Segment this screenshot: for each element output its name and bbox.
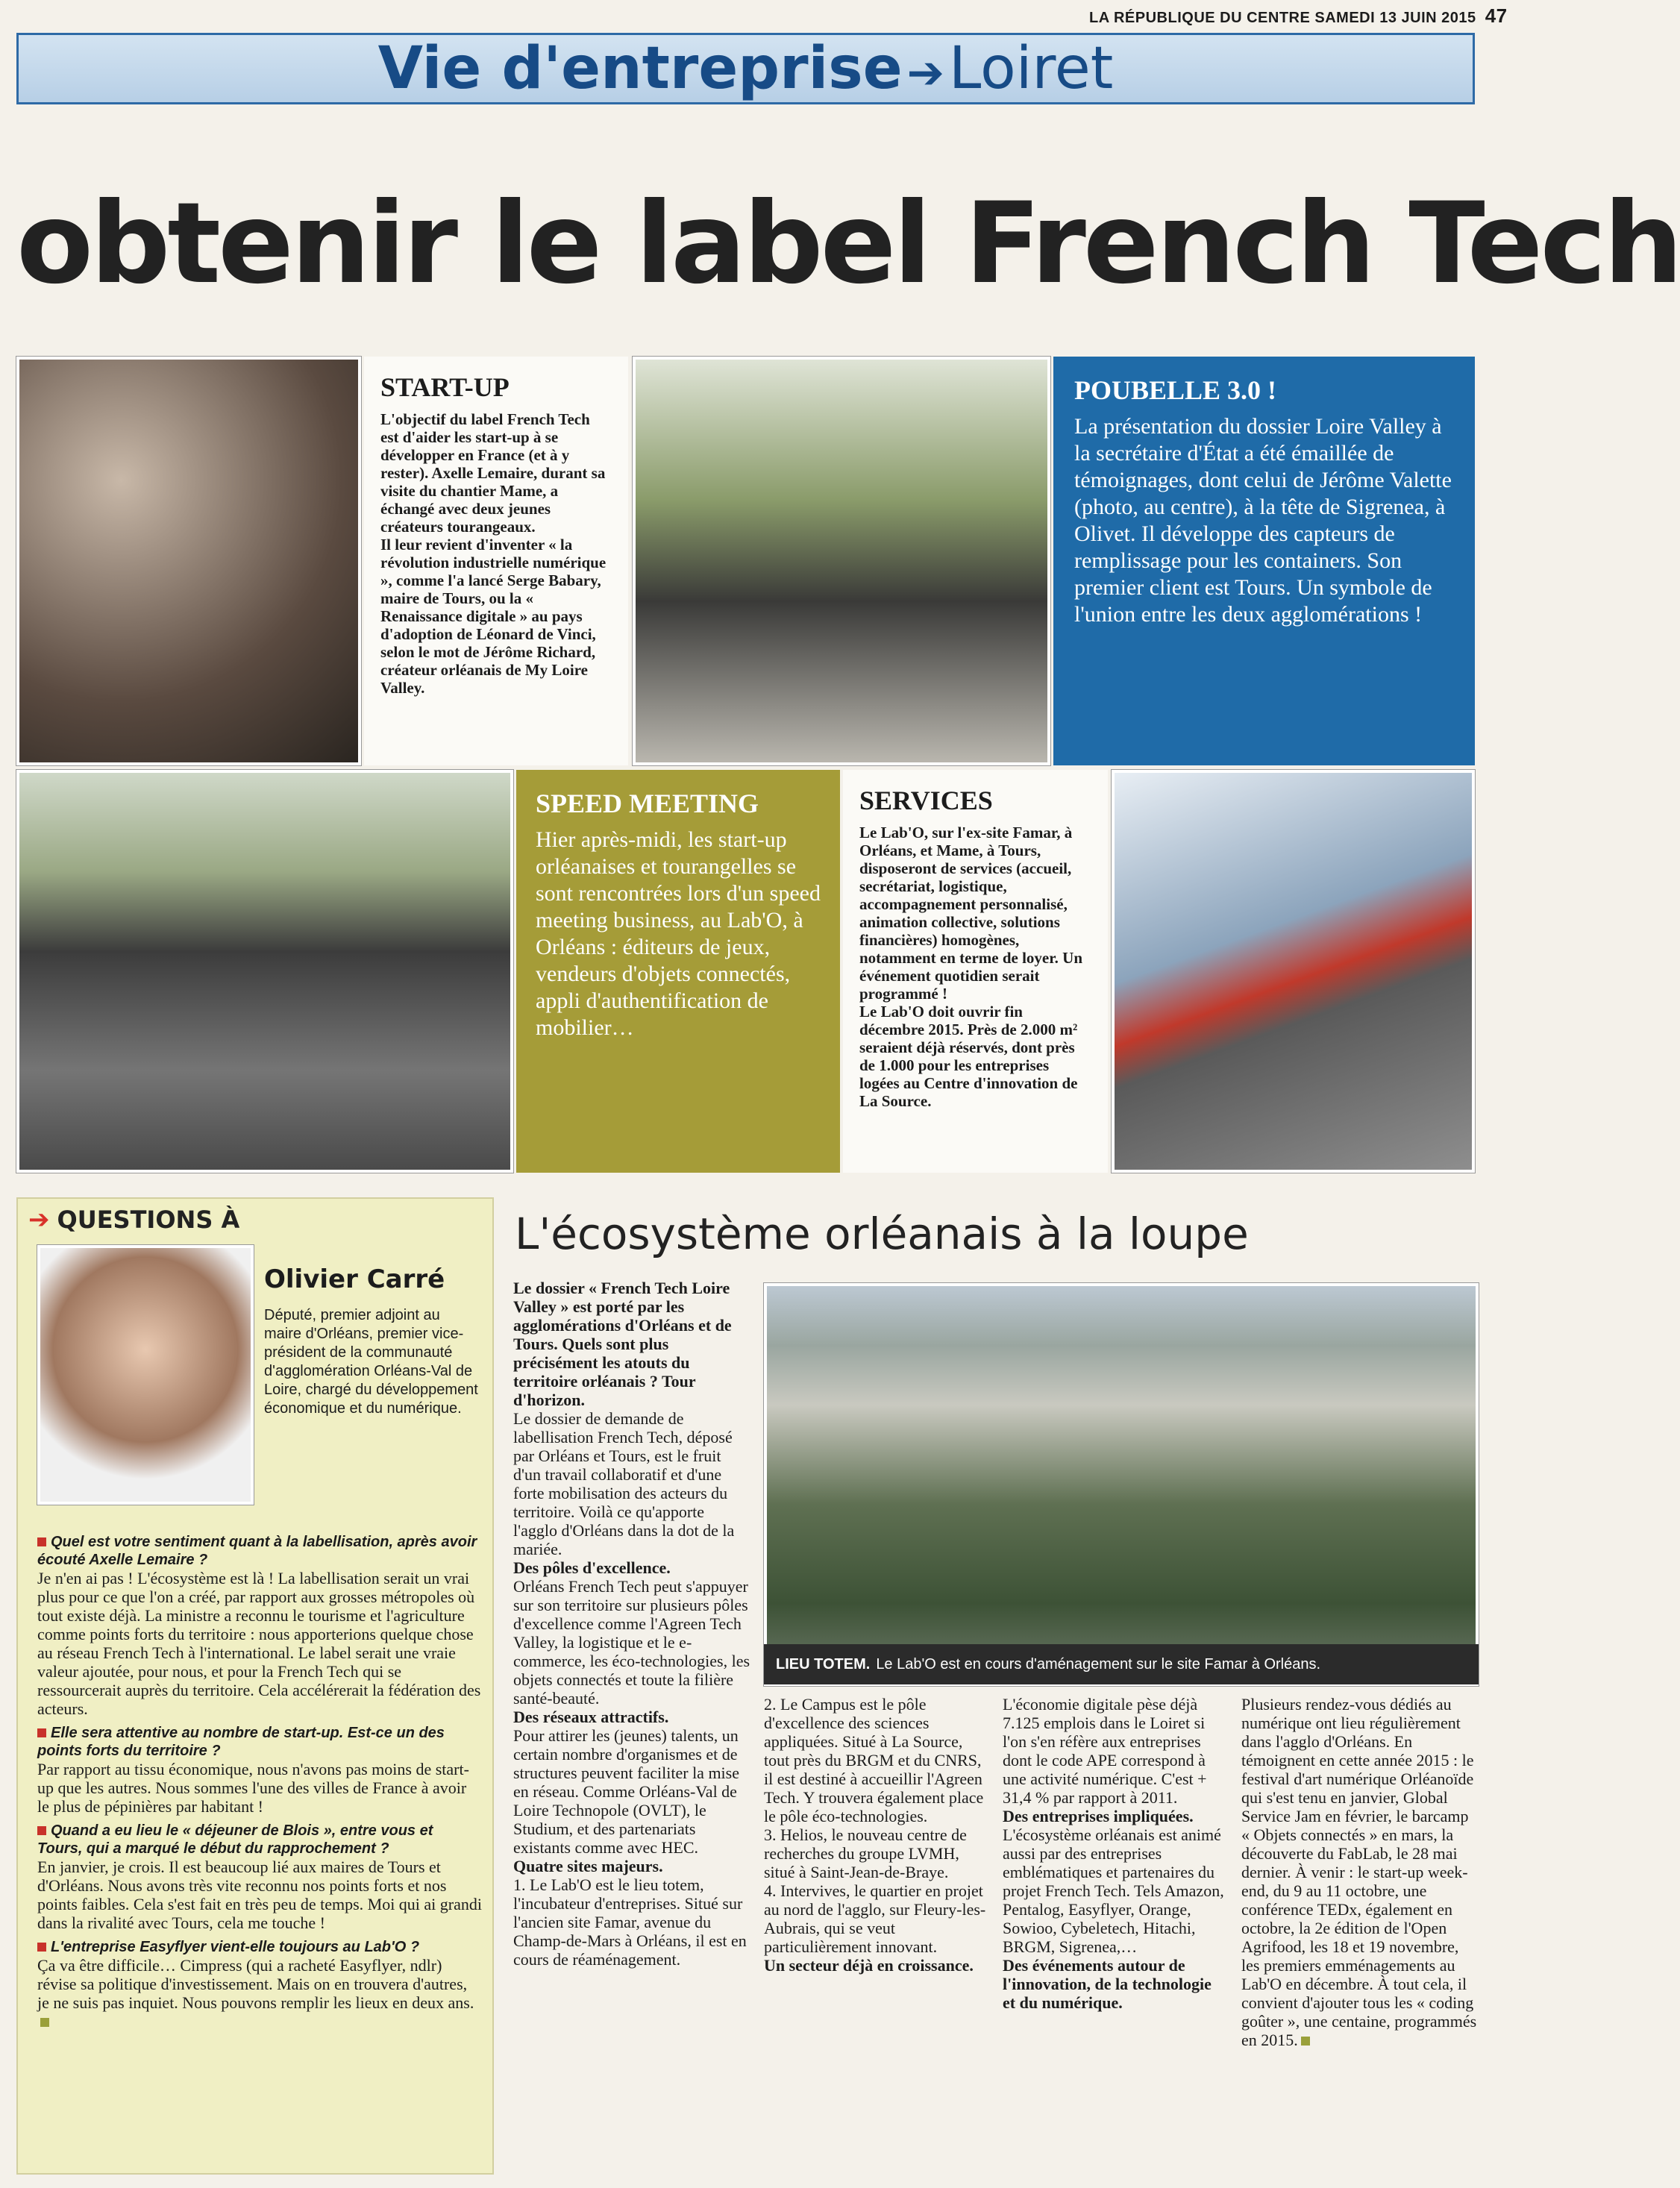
masthead — [1089, 4, 1508, 28]
eco-h1: Des pôles d'excellence. — [513, 1558, 671, 1577]
answer-3: En janvier, je crois. Il est beaucoup lié aux maires de Tours et d'Orléans. Nous avons très vite reconnu nos points forts et nos points faibles. Cela s'est fait en très peu de temps. Moi qui ai grandi dans la rivalité avec Tours, cela me touche ! — [37, 1858, 482, 1932]
interviewee-name: Olivier Carré — [264, 1264, 445, 1294]
startup-title: START-UP — [380, 372, 510, 402]
portrait-olivier-carre — [37, 1245, 254, 1505]
questions-label: ➔ QUESTIONS À — [28, 1206, 240, 1234]
poubelle-box — [1053, 357, 1475, 765]
photo-visit — [16, 357, 361, 765]
page-number: 47 — [1485, 4, 1508, 27]
eco-column-1 — [513, 1279, 752, 1969]
eco-lead: Le dossier « French Tech Loire Valley » est porté par les agglomérations d'Orléans et de Tours. Quels sont plus précisément les atouts du territoire orléanais ? Tour d'horizon. — [513, 1279, 732, 1409]
answer-4: Ça va être difficile… Cimpress (qui a racheté Easyflyer, ndlr) révise sa politique d'investissement. Mais on en trouvera d'autres, je ne suis pas inquiet. Nous pouvons remplir les lieux en deux ans. — [37, 1956, 482, 2031]
services-title: SERVICES — [859, 786, 993, 815]
eco-h5: Des entreprises impliquées. — [1003, 1807, 1194, 1825]
eco-h6: Des événements autour de l'innovation, de la technologie et du numérique. — [1003, 1956, 1212, 2012]
photo-mame-site — [1112, 770, 1475, 1173]
services-box — [843, 770, 1108, 1173]
photo-lab-o — [764, 1283, 1479, 1686]
poubelle-text: La présentation du dossier Loire Valley à la secrétaire d'État a été émaillée de témoignages, dont celui de Jérôme Valette (photo, au centre), à la tête de Sigrenea, à Olivet. Il développe des capteurs de remplissage pour les containers. Son premier client est Tours. Un symbole de l'union entre les deux agglomérations ! — [1074, 414, 1452, 627]
question-2: Elle sera attentive au nombre de start-up. Est-ce un des points forts du territoire ? — [37, 1725, 445, 1759]
eco-h4: Un secteur déjà en croissance. — [764, 1956, 974, 1975]
arrow-right-icon: ➔ — [906, 47, 944, 99]
photo-panel — [633, 357, 1050, 765]
eco-title: L'écosystème orléanais à la loupe — [515, 1209, 1249, 1259]
startup-text-2: Il leur revient d'inventer « la révolution industrielle numérique », comme l'a lancé Serge Babary, maire de Tours, ou la « Renaissance digitale » au pays d'adoption de Léonard de Vinci, selon le mot de Jérôme Richard, créateur orléanais de My Loire Valley. — [380, 536, 607, 697]
answer-2: Par rapport au tissu économique, nous n'avons pas moins de start-up que les autres. Nous sommes l'une des villes de France à avoir le plus de pépinières par habitant ! — [37, 1760, 469, 1816]
section-name: Vie d'entreprise — [377, 35, 903, 102]
eco-column-2 — [764, 1695, 988, 1975]
speed-title: SPEED MEETING — [536, 789, 759, 818]
eco-p8: L'économie digitale pèse déjà 7.125 emplois dans le Loiret si l'on s'en réfère aux entreprises dont le code APE correspond à une activité numérique. C'est + 31,4 % par rapport à 2011. — [1003, 1695, 1207, 1807]
region-name: Loiret — [948, 35, 1114, 102]
question-3: Quand a eu lieu le « déjeuner de Blois », entre vous et Tours, qui a marqué le début du rapprochement ? — [37, 1822, 433, 1857]
interview-body — [37, 1527, 482, 2031]
eco-p1: Le dossier de demande de labellisation French Tech, déposé par Orléans et Tours, est le fruit d'un travail collaboratif et d'une forte mobilisation des acteurs du territoire. Voilà ce qu'apporte l'agglo d'Orléans dans la dot de la mariée. — [513, 1409, 735, 1558]
headline: obtenir le label French Tech — [16, 179, 1680, 309]
section-banner — [16, 33, 1475, 104]
services-text-2: Le Lab'O doit ouvrir fin décembre 2015. Près de 2.000 m² seraient déjà réservés, dont près de 1.000 pour les entreprises logées au Centre d'innovation de La Source. — [859, 1003, 1078, 1110]
end-mark-icon — [1301, 2037, 1310, 2046]
eco-p4: 1. Le Lab'O est le lieu totem, l'incubateur d'entreprises. Situé sur l'ancien site Famar, avenue du Champ-de-Mars à Orléans, il est en cours de réaménagement. — [513, 1875, 747, 1969]
eco-h3: Quatre sites majeurs. — [513, 1857, 663, 1875]
eco-p6: 3. Helios, le nouveau centre de recherches du groupe LVMH, situé à Saint-Jean-de-Braye. — [764, 1825, 967, 1881]
eco-p3: Pour attirer les (jeunes) talents, un certain nombre d'organismes et de structures peuvent faciliter la mise en réseau. Comme Orléans-Val de Loire Technopole (OVLT), le Studium, et des partenariats existants comme avec HEC. — [513, 1726, 739, 1857]
startup-box — [364, 357, 628, 765]
eco-h2: Des réseaux attractifs. — [513, 1708, 669, 1726]
photo-caption — [764, 1644, 1479, 1684]
arrow-right-icon: ➔ — [28, 1206, 50, 1234]
startup-text: L'objectif du label French Tech est d'aider les start-up à se développer en France (et à y rester). Axelle Lemaire, durant sa visite du chantier Mame, a échangé avec deux jeunes créateurs tourangeaux. — [380, 410, 606, 536]
speed-text: Hier après-midi, les start-up orléanaises et tourangelles se sont rencontrées lors d'un speed meeting business, au Lab'O, à Orléans : éditeurs de jeux, vendeurs d'objets connectés, appli d'authentification de mobilier… — [536, 827, 821, 1040]
question-1: Quel est votre sentiment quant à la labellisation, après avoir écouté Axelle Lemaire ? — [37, 1534, 477, 1568]
answer-1: Je n'en ai pas ! L'écosystème est là ! La labellisation serait un vrai plus pour ce que l'on a créé, par rapport aux grosses métropoles où tout existe déjà. La ministre a reconnu le tourisme et l'agriculture comme points forts du territoire : nous apporterions quelque chose au réseau French Tech à l'international. Le label serait une vraie valeur ajoutée, pour nous, et pour la French Tech qui se ressourcerait auprès du territoire. Cela accélérerait la fédération des acteurs. — [37, 1569, 481, 1718]
paper-name: LA RÉPUBLIQUE DU CENTRE — [1089, 10, 1311, 26]
eco-p10: Plusieurs rendez-vous dédiés au numérique ont lieu régulièrement dans l'agglo d'Orléans. En témoignent en cette année 2015 : le festival d'art numérique Orléanoïde qui s'est tenu en janvier, Global Service Jam en février, le barcamp « Objets connectés » en mars, la découverte du FabLab, le 28 mai dernier. À venir : le start-up week-end, du 9 au 11 octobre, une conférence TEDx, également en octobre, la 2e édition de l'Open Agrifood, les 18 et 19 novembre, les premiers emménagements au Lab'O en décembre. À tout cela, il convient d'ajouter tous les « coding goûter », une centaine, programmés en 2015. — [1241, 1695, 1477, 2049]
eco-p9: L'écosystème orléanais est animé aussi par des entreprises emblématiques et partenaires du projet French Tech. Tels Amazon, Pentalog, Easyflyer, Orange, Sowioo, Cybeletech, Hitachi, BRGM, Sigrenea,… — [1003, 1825, 1224, 1956]
issue-date: SAMEDI 13 JUIN 2015 — [1314, 10, 1476, 26]
eco-column-4 — [1241, 1695, 1479, 2049]
caption-text: Le Lab'O est en cours d'aménagement sur le site Famar à Orléans. — [876, 1656, 1321, 1673]
poubelle-title: POUBELLE 3.0 ! — [1074, 375, 1277, 405]
eco-p2: Orléans French Tech peut s'appuyer sur son territoire sur plusieurs pôles d'excellence comme l'Agreen Tech Valley, la logistique et le e-commerce, les éco-technologies, les objets connectés et toute la filière santé-beauté. — [513, 1577, 750, 1708]
eco-p5: 2. Le Campus est le pôle d'excellence des sciences appliquées. Situé à La Source, tout près du BRGM et du CNRS, il est destiné à accueillir l'Agreen Tech. Y trouvera également place le pôle éco-technologies. — [764, 1695, 984, 1825]
end-mark-icon — [40, 2018, 49, 2027]
questions-panel — [16, 1197, 494, 2175]
interviewee — [264, 1264, 480, 1418]
eco-p7: 4. Intervives, le quartier en projet au nord de l'agglo, sur Fleury-les-Aubrais, qui se veut particulièrement innovant. — [764, 1881, 986, 1956]
caption-tag: LIEU TOTEM. — [776, 1656, 871, 1673]
interviewee-bio: Député, premier adjoint au maire d'Orléans, premier vice-président de la communauté d'agglomération Orléans-Val de Loire, chargé du développement économique et du numérique. — [264, 1307, 478, 1417]
speed-box — [516, 770, 840, 1173]
photo-speed-meeting — [16, 770, 513, 1173]
services-text: Le Lab'O, sur l'ex-site Famar, à Orléans, et Mame, à Tours, disposeront de services (accueil, secrétariat, logistique, accompagnement personnalisé, animation collective, solutions financières) homogènes, notamment en terme de loyer. Un événement quotidien serait programmé ! — [859, 824, 1082, 1003]
eco-column-3 — [1003, 1695, 1226, 2012]
question-4: L'entreprise Easyflyer vient-elle toujours au Lab'O ? — [37, 1938, 482, 1956]
